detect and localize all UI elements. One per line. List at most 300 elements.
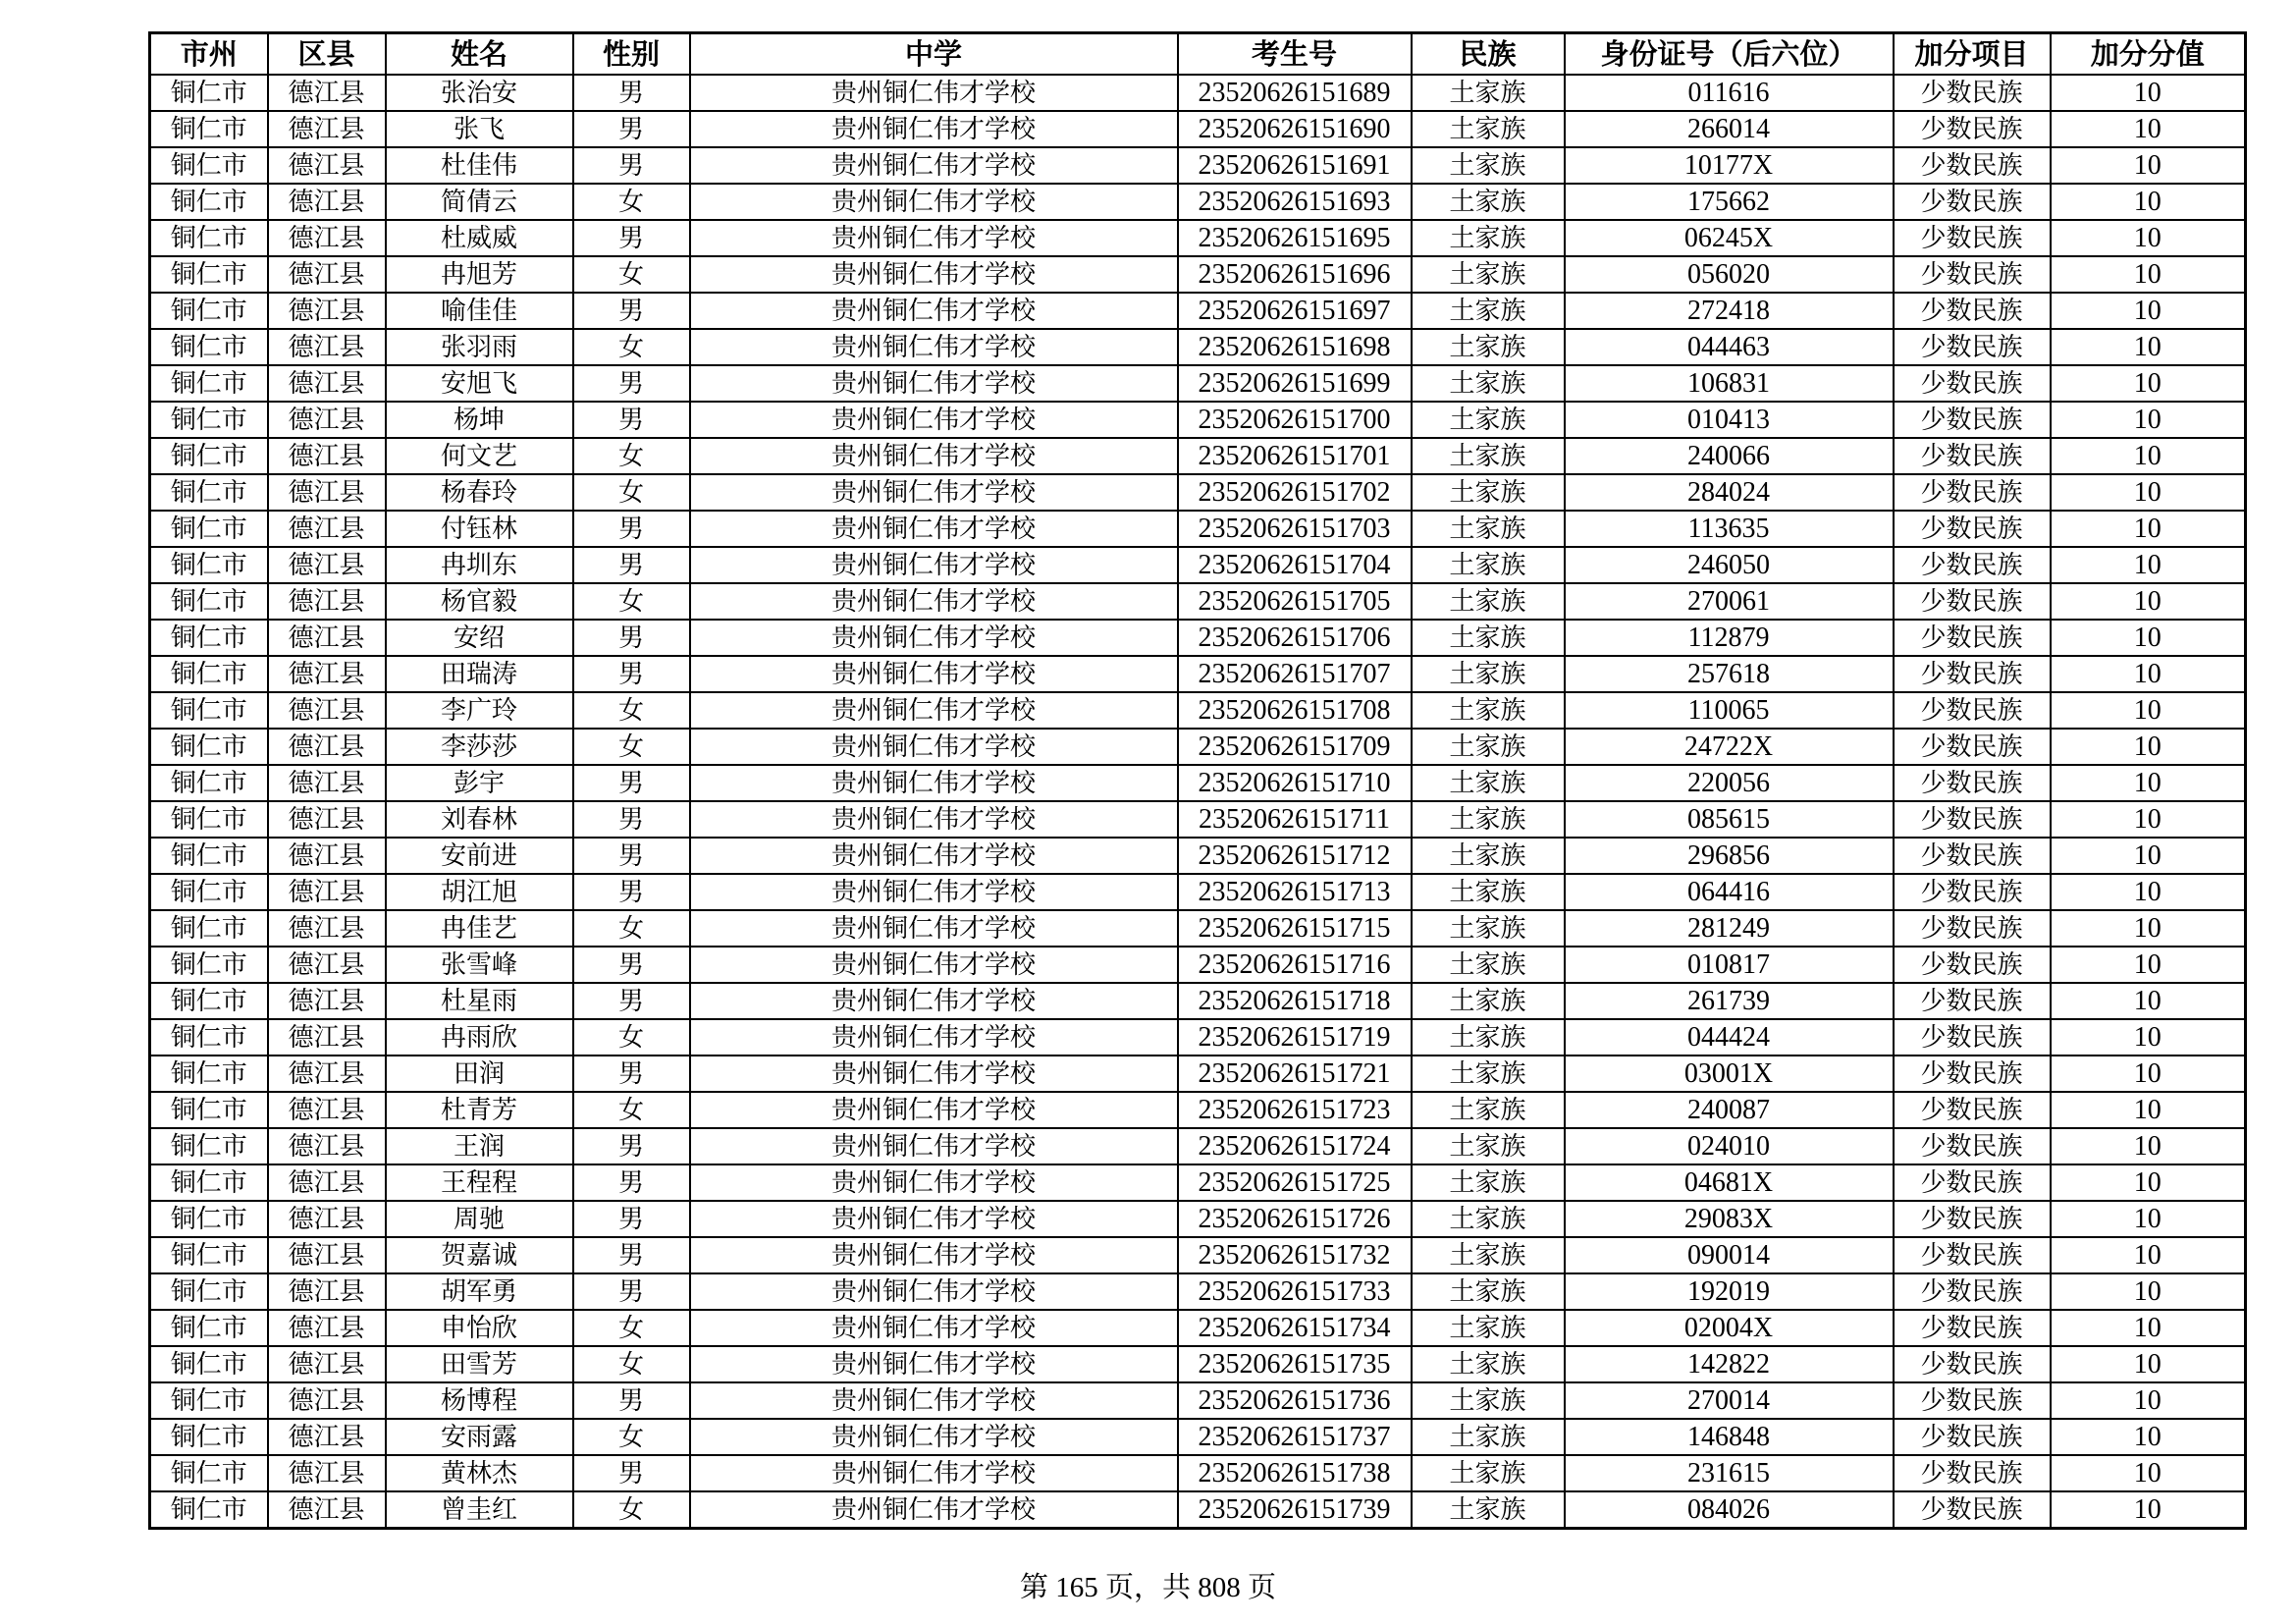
gender-cell: 女 — [573, 474, 690, 511]
exam-number-cell: 23520626151716 — [1178, 947, 1412, 983]
school-cell: 贵州铜仁伟才学校 — [690, 1092, 1178, 1128]
bonus-item-cell: 少数民族 — [1894, 910, 2051, 947]
exam-number-cell: 23520626151700 — [1178, 402, 1412, 438]
gender-cell: 女 — [573, 1346, 690, 1382]
county-cell: 德江县 — [268, 838, 386, 874]
county-cell: 德江县 — [268, 1237, 386, 1273]
county-cell: 德江县 — [268, 1019, 386, 1056]
bonus-points-cell: 10 — [2051, 365, 2246, 402]
city-cell: 铜仁市 — [150, 729, 268, 765]
table-row — [150, 1164, 2246, 1201]
name-cell: 安旭飞 — [386, 365, 573, 402]
id-last-six-cell: 010817 — [1565, 947, 1894, 983]
name-cell: 王润 — [386, 1128, 573, 1164]
gender-cell: 女 — [573, 583, 690, 620]
city-cell: 铜仁市 — [150, 511, 268, 547]
gender-cell: 男 — [573, 220, 690, 256]
exam-number-cell: 23520626151724 — [1178, 1128, 1412, 1164]
name-cell: 杨坤 — [386, 402, 573, 438]
bonus-points-cell: 10 — [2051, 1455, 2246, 1491]
exam-number-cell: 23520626151726 — [1178, 1201, 1412, 1237]
name-cell: 田润 — [386, 1056, 573, 1092]
ethnicity-cell: 土家族 — [1412, 1310, 1565, 1346]
bonus-points-cell: 10 — [2051, 765, 2246, 801]
county-cell: 德江县 — [268, 874, 386, 910]
gender-cell: 男 — [573, 365, 690, 402]
bonus-item-cell: 少数民族 — [1894, 365, 2051, 402]
county-cell: 德江县 — [268, 147, 386, 184]
id-last-six-cell: 04681X — [1565, 1164, 1894, 1201]
bonus-item-cell: 少数民族 — [1894, 293, 2051, 329]
table-row — [150, 910, 2246, 947]
gender-cell: 女 — [573, 1092, 690, 1128]
id-last-six-cell: 044424 — [1565, 1019, 1894, 1056]
city-cell: 铜仁市 — [150, 1128, 268, 1164]
id-last-six-cell: 090014 — [1565, 1237, 1894, 1273]
ethnicity-cell: 土家族 — [1412, 1019, 1565, 1056]
bonus-item-cell: 少数民族 — [1894, 547, 2051, 583]
ethnicity-cell: 土家族 — [1412, 547, 1565, 583]
bonus-points-cell: 10 — [2051, 1419, 2246, 1455]
table-row — [150, 547, 2246, 583]
table-row — [150, 1491, 2246, 1529]
county-cell: 德江县 — [268, 75, 386, 111]
name-cell: 张雪峰 — [386, 947, 573, 983]
gender-cell: 女 — [573, 256, 690, 293]
bonus-points-cell: 10 — [2051, 329, 2246, 365]
exam-number-cell: 23520626151734 — [1178, 1310, 1412, 1346]
ethnicity-cell: 土家族 — [1412, 692, 1565, 729]
exam-number-cell: 23520626151702 — [1178, 474, 1412, 511]
bonus-points-cell: 10 — [2051, 1056, 2246, 1092]
bonus-item-cell: 少数民族 — [1894, 184, 2051, 220]
school-cell: 贵州铜仁伟才学校 — [690, 1455, 1178, 1491]
bonus-points-cell: 10 — [2051, 1346, 2246, 1382]
ethnicity-cell: 土家族 — [1412, 1237, 1565, 1273]
id-last-six-cell: 110065 — [1565, 692, 1894, 729]
bonus-points-cell: 10 — [2051, 1237, 2246, 1273]
header-school: 中学 — [690, 33, 1178, 76]
table-header-row — [150, 33, 2246, 76]
ethnicity-cell: 土家族 — [1412, 293, 1565, 329]
name-cell: 冉圳东 — [386, 547, 573, 583]
id-last-six-cell: 240066 — [1565, 438, 1894, 474]
bonus-item-cell: 少数民族 — [1894, 438, 2051, 474]
ethnicity-cell: 土家族 — [1412, 1128, 1565, 1164]
name-cell: 何文艺 — [386, 438, 573, 474]
school-cell: 贵州铜仁伟才学校 — [690, 874, 1178, 910]
school-cell: 贵州铜仁伟才学校 — [690, 293, 1178, 329]
table-row — [150, 438, 2246, 474]
city-cell: 铜仁市 — [150, 765, 268, 801]
exam-number-cell: 23520626151697 — [1178, 293, 1412, 329]
bonus-item-cell: 少数民族 — [1894, 147, 2051, 184]
city-cell: 铜仁市 — [150, 620, 268, 656]
city-cell: 铜仁市 — [150, 547, 268, 583]
school-cell: 贵州铜仁伟才学校 — [690, 947, 1178, 983]
ethnicity-cell: 土家族 — [1412, 111, 1565, 147]
data-table — [148, 31, 2247, 1530]
exam-number-cell: 23520626151721 — [1178, 1056, 1412, 1092]
city-cell: 铜仁市 — [150, 656, 268, 692]
table-row — [150, 1237, 2246, 1273]
bonus-item-cell: 少数民族 — [1894, 1056, 2051, 1092]
city-cell: 铜仁市 — [150, 1346, 268, 1382]
exam-number-cell: 23520626151705 — [1178, 583, 1412, 620]
table-row — [150, 329, 2246, 365]
id-last-six-cell: 284024 — [1565, 474, 1894, 511]
bonus-item-cell: 少数民族 — [1894, 1092, 2051, 1128]
name-cell: 杜星雨 — [386, 983, 573, 1019]
exam-number-cell: 23520626151691 — [1178, 147, 1412, 184]
school-cell: 贵州铜仁伟才学校 — [690, 75, 1178, 111]
school-cell: 贵州铜仁伟才学校 — [690, 220, 1178, 256]
name-cell: 王程程 — [386, 1164, 573, 1201]
exam-number-cell: 23520626151739 — [1178, 1491, 1412, 1529]
bonus-points-cell: 10 — [2051, 438, 2246, 474]
bonus-points-cell: 10 — [2051, 220, 2246, 256]
exam-number-cell: 23520626151703 — [1178, 511, 1412, 547]
county-cell: 德江县 — [268, 983, 386, 1019]
header-county: 区县 — [268, 33, 386, 76]
school-cell: 贵州铜仁伟才学校 — [690, 583, 1178, 620]
school-cell: 贵州铜仁伟才学校 — [690, 1491, 1178, 1529]
bonus-item-cell: 少数民族 — [1894, 874, 2051, 910]
name-cell: 杨春玲 — [386, 474, 573, 511]
ethnicity-cell: 土家族 — [1412, 583, 1565, 620]
school-cell: 贵州铜仁伟才学校 — [690, 1164, 1178, 1201]
city-cell: 铜仁市 — [150, 983, 268, 1019]
name-cell: 安雨露 — [386, 1419, 573, 1455]
exam-number-cell: 23520626151707 — [1178, 656, 1412, 692]
gender-cell: 女 — [573, 692, 690, 729]
county-cell: 德江县 — [268, 184, 386, 220]
gender-cell: 男 — [573, 511, 690, 547]
name-cell: 杨官毅 — [386, 583, 573, 620]
gender-cell: 男 — [573, 620, 690, 656]
name-cell: 彭宇 — [386, 765, 573, 801]
county-cell: 德江县 — [268, 256, 386, 293]
school-cell: 贵州铜仁伟才学校 — [690, 438, 1178, 474]
name-cell: 杜青芳 — [386, 1092, 573, 1128]
bonus-item-cell: 少数民族 — [1894, 729, 2051, 765]
table-row — [150, 293, 2246, 329]
bonus-points-cell: 10 — [2051, 838, 2246, 874]
bonus-points-cell: 10 — [2051, 1201, 2246, 1237]
bonus-item-cell: 少数民族 — [1894, 1491, 2051, 1529]
county-cell: 德江县 — [268, 111, 386, 147]
exam-number-cell: 23520626151709 — [1178, 729, 1412, 765]
city-cell: 铜仁市 — [150, 256, 268, 293]
id-last-six-cell: 010413 — [1565, 402, 1894, 438]
county-cell: 德江县 — [268, 910, 386, 947]
gender-cell: 男 — [573, 765, 690, 801]
ethnicity-cell: 土家族 — [1412, 620, 1565, 656]
table-row — [150, 75, 2246, 111]
bonus-points-cell: 10 — [2051, 692, 2246, 729]
id-last-six-cell: 10177X — [1565, 147, 1894, 184]
ethnicity-cell: 土家族 — [1412, 729, 1565, 765]
county-cell: 德江县 — [268, 1382, 386, 1419]
gender-cell: 女 — [573, 729, 690, 765]
county-cell: 德江县 — [268, 329, 386, 365]
gender-cell: 男 — [573, 656, 690, 692]
gender-cell: 男 — [573, 1164, 690, 1201]
bonus-points-cell: 10 — [2051, 910, 2246, 947]
county-cell: 德江县 — [268, 220, 386, 256]
gender-cell: 女 — [573, 910, 690, 947]
table-row — [150, 947, 2246, 983]
table-row — [150, 1419, 2246, 1455]
bonus-item-cell: 少数民族 — [1894, 1164, 2051, 1201]
city-cell: 铜仁市 — [150, 1237, 268, 1273]
exam-number-cell: 23520626151706 — [1178, 620, 1412, 656]
gender-cell: 女 — [573, 184, 690, 220]
id-last-six-cell: 231615 — [1565, 1455, 1894, 1491]
gender-cell: 男 — [573, 1382, 690, 1419]
table-row — [150, 111, 2246, 147]
city-cell: 铜仁市 — [150, 1455, 268, 1491]
city-cell: 铜仁市 — [150, 184, 268, 220]
bonus-points-cell: 10 — [2051, 1128, 2246, 1164]
name-cell: 刘春林 — [386, 801, 573, 838]
school-cell: 贵州铜仁伟才学校 — [690, 1273, 1178, 1310]
school-cell: 贵州铜仁伟才学校 — [690, 620, 1178, 656]
bonus-points-cell: 10 — [2051, 402, 2246, 438]
name-cell: 安前进 — [386, 838, 573, 874]
bonus-points-cell: 10 — [2051, 1310, 2246, 1346]
name-cell: 胡军勇 — [386, 1273, 573, 1310]
county-cell: 德江县 — [268, 402, 386, 438]
city-cell: 铜仁市 — [150, 801, 268, 838]
name-cell: 曾圭红 — [386, 1491, 573, 1529]
id-last-six-cell: 064416 — [1565, 874, 1894, 910]
school-cell: 贵州铜仁伟才学校 — [690, 147, 1178, 184]
name-cell: 黄林杰 — [386, 1455, 573, 1491]
header-name: 姓名 — [386, 33, 573, 76]
gender-cell: 男 — [573, 801, 690, 838]
gender-cell: 男 — [573, 1237, 690, 1273]
exam-number-cell: 23520626151695 — [1178, 220, 1412, 256]
table-row — [150, 583, 2246, 620]
table-row — [150, 1273, 2246, 1310]
name-cell: 田雪芳 — [386, 1346, 573, 1382]
bonus-item-cell: 少数民族 — [1894, 583, 2051, 620]
id-last-six-cell: 106831 — [1565, 365, 1894, 402]
exam-number-cell: 23520626151723 — [1178, 1092, 1412, 1128]
school-cell: 贵州铜仁伟才学校 — [690, 1346, 1178, 1382]
bonus-item-cell: 少数民族 — [1894, 75, 2051, 111]
school-cell: 贵州铜仁伟才学校 — [690, 838, 1178, 874]
city-cell: 铜仁市 — [150, 1201, 268, 1237]
county-cell: 德江县 — [268, 547, 386, 583]
city-cell: 铜仁市 — [150, 1310, 268, 1346]
county-cell: 德江县 — [268, 1310, 386, 1346]
bonus-item-cell: 少数民族 — [1894, 1346, 2051, 1382]
school-cell: 贵州铜仁伟才学校 — [690, 111, 1178, 147]
county-cell: 德江县 — [268, 583, 386, 620]
bonus-item-cell: 少数民族 — [1894, 329, 2051, 365]
table-row — [150, 801, 2246, 838]
exam-number-cell: 23520626151733 — [1178, 1273, 1412, 1310]
city-cell: 铜仁市 — [150, 583, 268, 620]
name-cell: 张治安 — [386, 75, 573, 111]
ethnicity-cell: 土家族 — [1412, 220, 1565, 256]
county-cell: 德江县 — [268, 438, 386, 474]
name-cell: 冉雨欣 — [386, 1019, 573, 1056]
id-last-six-cell: 281249 — [1565, 910, 1894, 947]
table-row — [150, 1092, 2246, 1128]
gender-cell: 男 — [573, 147, 690, 184]
gender-cell: 男 — [573, 947, 690, 983]
ethnicity-cell: 土家族 — [1412, 983, 1565, 1019]
bonus-item-cell: 少数民族 — [1894, 1128, 2051, 1164]
county-cell: 德江县 — [268, 1164, 386, 1201]
ethnicity-cell: 土家族 — [1412, 801, 1565, 838]
school-cell: 贵州铜仁伟才学校 — [690, 1237, 1178, 1273]
school-cell: 贵州铜仁伟才学校 — [690, 256, 1178, 293]
county-cell: 德江县 — [268, 1491, 386, 1529]
exam-number-cell: 23520626151736 — [1178, 1382, 1412, 1419]
table-row — [150, 656, 2246, 692]
gender-cell: 男 — [573, 983, 690, 1019]
name-cell: 喻佳佳 — [386, 293, 573, 329]
bonus-points-cell: 10 — [2051, 620, 2246, 656]
exam-number-cell: 23520626151701 — [1178, 438, 1412, 474]
name-cell: 简倩云 — [386, 184, 573, 220]
city-cell: 铜仁市 — [150, 438, 268, 474]
county-cell: 德江县 — [268, 1346, 386, 1382]
name-cell: 杜威威 — [386, 220, 573, 256]
table-row — [150, 1128, 2246, 1164]
id-last-six-cell: 03001X — [1565, 1056, 1894, 1092]
bonus-item-cell: 少数民族 — [1894, 1237, 2051, 1273]
bonus-item-cell: 少数民族 — [1894, 1419, 2051, 1455]
table-row — [150, 474, 2246, 511]
gender-cell: 女 — [573, 1019, 690, 1056]
city-cell: 铜仁市 — [150, 1382, 268, 1419]
table-row — [150, 620, 2246, 656]
ethnicity-cell: 土家族 — [1412, 329, 1565, 365]
ethnicity-cell: 土家族 — [1412, 947, 1565, 983]
county-cell: 德江县 — [268, 765, 386, 801]
header-exam-number: 考生号 — [1178, 33, 1412, 76]
table-row — [150, 1019, 2246, 1056]
county-cell: 德江县 — [268, 656, 386, 692]
name-cell: 田瑞涛 — [386, 656, 573, 692]
table-row — [150, 1346, 2246, 1382]
bonus-points-cell: 10 — [2051, 147, 2246, 184]
id-last-six-cell: 272418 — [1565, 293, 1894, 329]
ethnicity-cell: 土家族 — [1412, 365, 1565, 402]
header-city: 市州 — [150, 33, 268, 76]
bonus-points-cell: 10 — [2051, 75, 2246, 111]
name-cell: 杜佳伟 — [386, 147, 573, 184]
exam-number-cell: 23520626151738 — [1178, 1455, 1412, 1491]
bonus-item-cell: 少数民族 — [1894, 1201, 2051, 1237]
school-cell: 贵州铜仁伟才学校 — [690, 1382, 1178, 1419]
ethnicity-cell: 土家族 — [1412, 75, 1565, 111]
county-cell: 德江县 — [268, 1201, 386, 1237]
bonus-item-cell: 少数民族 — [1894, 1455, 2051, 1491]
bonus-points-cell: 10 — [2051, 184, 2246, 220]
bonus-points-cell: 10 — [2051, 874, 2246, 910]
id-last-six-cell: 246050 — [1565, 547, 1894, 583]
school-cell: 贵州铜仁伟才学校 — [690, 474, 1178, 511]
gender-cell: 男 — [573, 1201, 690, 1237]
bonus-points-cell: 10 — [2051, 111, 2246, 147]
table-row — [150, 838, 2246, 874]
school-cell: 贵州铜仁伟才学校 — [690, 402, 1178, 438]
county-cell: 德江县 — [268, 1455, 386, 1491]
exam-number-cell: 23520626151690 — [1178, 111, 1412, 147]
ethnicity-cell: 土家族 — [1412, 1056, 1565, 1092]
county-cell: 德江县 — [268, 1273, 386, 1310]
school-cell: 贵州铜仁伟才学校 — [690, 1201, 1178, 1237]
county-cell: 德江县 — [268, 474, 386, 511]
ethnicity-cell: 土家族 — [1412, 438, 1565, 474]
ethnicity-cell: 土家族 — [1412, 656, 1565, 692]
school-cell: 贵州铜仁伟才学校 — [690, 511, 1178, 547]
exam-number-cell: 23520626151735 — [1178, 1346, 1412, 1382]
bonus-item-cell: 少数民族 — [1894, 111, 2051, 147]
header-gender: 性别 — [573, 33, 690, 76]
name-cell: 付钰林 — [386, 511, 573, 547]
exam-number-cell: 23520626151719 — [1178, 1019, 1412, 1056]
bonus-points-cell: 10 — [2051, 547, 2246, 583]
header-ethnicity: 民族 — [1412, 33, 1565, 76]
bonus-item-cell: 少数民族 — [1894, 1019, 2051, 1056]
gender-cell: 女 — [573, 329, 690, 365]
id-last-six-cell: 011616 — [1565, 75, 1894, 111]
ethnicity-cell: 土家族 — [1412, 765, 1565, 801]
city-cell: 铜仁市 — [150, 1419, 268, 1455]
county-cell: 德江县 — [268, 692, 386, 729]
ethnicity-cell: 土家族 — [1412, 1164, 1565, 1201]
bonus-item-cell: 少数民族 — [1894, 838, 2051, 874]
bonus-item-cell: 少数民族 — [1894, 947, 2051, 983]
bonus-points-cell: 10 — [2051, 947, 2246, 983]
ethnicity-cell: 土家族 — [1412, 256, 1565, 293]
table-row — [150, 1310, 2246, 1346]
header-id-last-six: 身份证号（后六位） — [1565, 33, 1894, 76]
id-last-six-cell: 296856 — [1565, 838, 1894, 874]
exam-number-cell: 23520626151718 — [1178, 983, 1412, 1019]
gender-cell: 男 — [573, 402, 690, 438]
id-last-six-cell: 24722X — [1565, 729, 1894, 765]
exam-number-cell: 23520626151696 — [1178, 256, 1412, 293]
ethnicity-cell: 土家族 — [1412, 147, 1565, 184]
bonus-points-cell: 10 — [2051, 256, 2246, 293]
ethnicity-cell: 土家族 — [1412, 1346, 1565, 1382]
name-cell: 张羽雨 — [386, 329, 573, 365]
table-row — [150, 765, 2246, 801]
county-cell: 德江县 — [268, 1092, 386, 1128]
school-cell: 贵州铜仁伟才学校 — [690, 656, 1178, 692]
city-cell: 铜仁市 — [150, 147, 268, 184]
bonus-points-cell: 10 — [2051, 656, 2246, 692]
county-cell: 德江县 — [268, 729, 386, 765]
gender-cell: 男 — [573, 293, 690, 329]
city-cell: 铜仁市 — [150, 1056, 268, 1092]
exam-number-cell: 23520626151713 — [1178, 874, 1412, 910]
id-last-six-cell: 06245X — [1565, 220, 1894, 256]
city-cell: 铜仁市 — [150, 329, 268, 365]
header-bonus-item: 加分项目 — [1894, 33, 2051, 76]
bonus-item-cell: 少数民族 — [1894, 765, 2051, 801]
school-cell: 贵州铜仁伟才学校 — [690, 365, 1178, 402]
gender-cell: 男 — [573, 838, 690, 874]
